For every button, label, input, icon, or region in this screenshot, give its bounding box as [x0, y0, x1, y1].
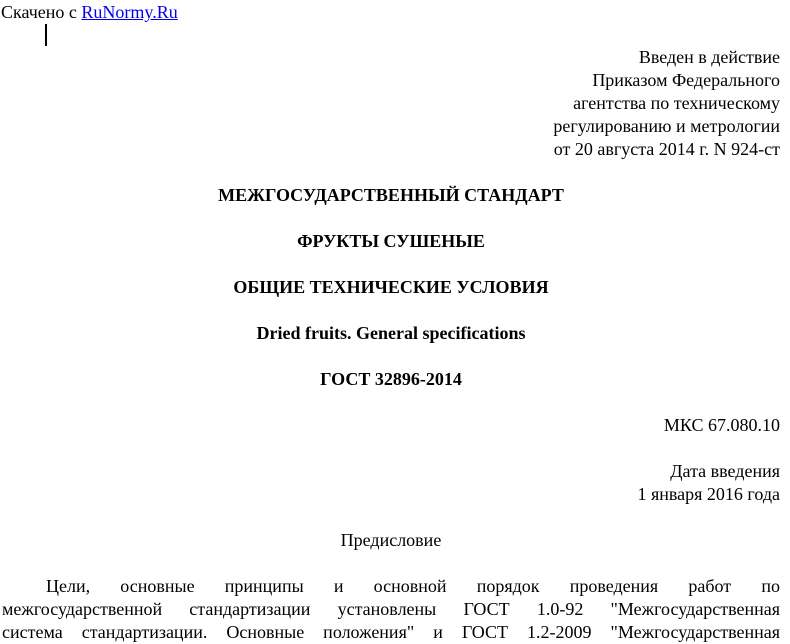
paragraph-line: Цели, основные принципы и основной порядок проведения работ по [46, 576, 780, 596]
source-link[interactable]: RuNormy.Ru [81, 2, 178, 22]
paragraph-line: система стандартизации. Основные положения" и ГОСТ 1.2-2009 "Межгосударственная [2, 622, 780, 642]
enactment-line: Введен в действие [638, 47, 780, 67]
document-title-english: Dried fruits. General specifications [256, 323, 526, 343]
document-title: ФРУКТЫ СУШЕНЫЕ [297, 231, 485, 251]
enactment-line: регулированию и метрологии [553, 116, 780, 136]
enactment-block [553, 46, 780, 161]
standard-type-heading: МЕЖГОСУДАРСТВЕННЫЙ СТАНДАРТ [218, 185, 564, 205]
enactment-line: Приказом Федерального [592, 70, 780, 90]
document-subtitle: ОБЩИЕ ТЕХНИЧЕСКИЕ УСЛОВИЯ [233, 277, 549, 297]
source-line [1, 1, 178, 24]
intro-date-value: 1 января 2016 года [637, 484, 780, 504]
preface-heading: Предисловие [340, 530, 442, 550]
paragraph-line: межгосударственной стандартизации установлены ГОСТ 1.0-92 "Межгосударственная [2, 599, 780, 619]
enactment-line: от 20 августа 2014 г. N 924-ст [553, 139, 780, 159]
intro-date-label: Дата введения [670, 461, 780, 481]
source-prefix: Скачено с [1, 2, 77, 22]
text-cursor [45, 24, 47, 46]
mks-code: МКС 67.080.10 [663, 415, 780, 435]
enactment-line: агентства по техническому [573, 93, 780, 113]
standard-code: ГОСТ 32896-2014 [320, 369, 462, 389]
preface-paragraph [2, 575, 780, 644]
